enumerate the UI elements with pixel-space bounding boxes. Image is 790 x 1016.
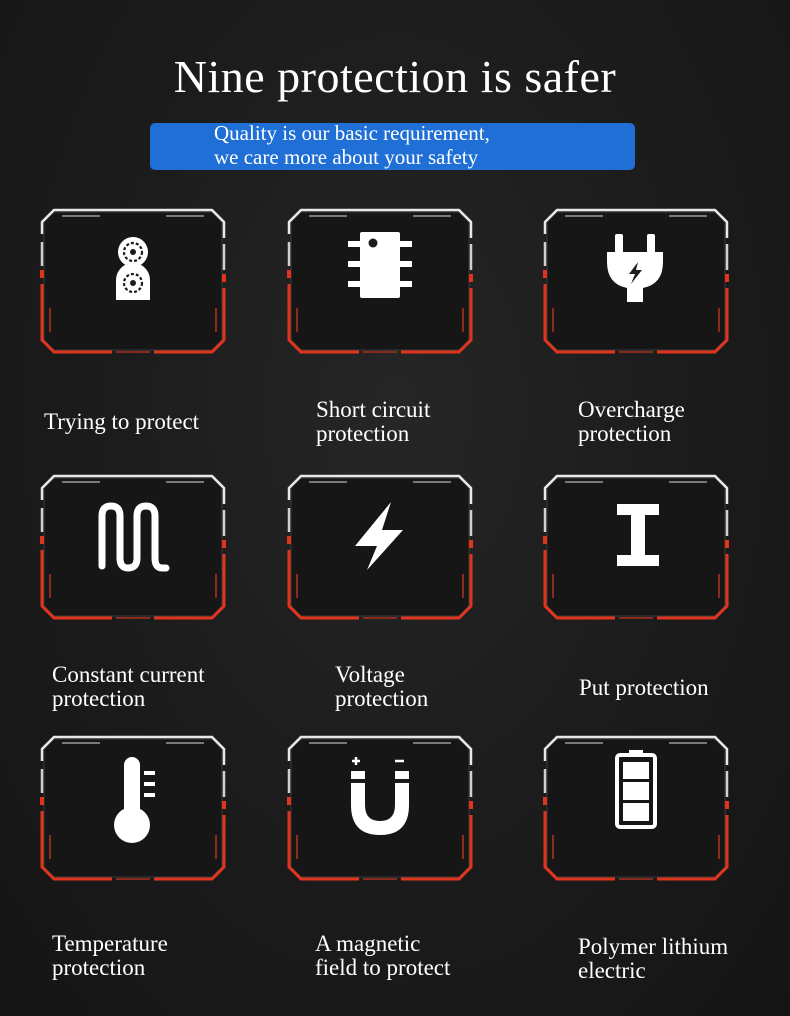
banner-line-2: we care more about your safety [214,145,479,169]
feature-tile-magnet [287,735,473,881]
feature-tile-thermometer [40,735,226,881]
feature-label-2: Short circuit protection [316,397,431,446]
lightning-icon [287,474,473,620]
feature-label-1: Trying to protect [44,409,200,434]
i-beam-icon [543,474,729,620]
feature-tile-ibeam [543,474,729,620]
fuse-icon [40,208,226,354]
feature-label-7: Temperature protection [52,931,168,980]
thermometer-icon [40,735,226,881]
feature-tile-battery [543,735,729,881]
feature-tile-plug [543,208,729,354]
feature-label-8: A magnetic field to protect [315,931,451,980]
chip-icon [287,208,473,354]
feature-label-4: Constant current protection [52,662,205,711]
coil-icon [40,474,226,620]
subtitle-banner [150,123,635,170]
plug-icon [543,208,729,354]
feature-label-6: Put protection [579,675,709,700]
feature-tile-lightning [287,474,473,620]
feature-tile-coil [40,474,226,620]
magnet-icon [287,735,473,881]
page-title: Nine protection is safer [173,51,617,102]
feature-label-3: Overcharge protection [578,397,685,446]
battery-icon [543,735,729,881]
banner-line-1: Quality is our basic requirement, [214,121,490,145]
feature-tile-chip [287,208,473,354]
feature-tile-fuse [40,208,226,354]
feature-label-9: Polymer lithium electric [578,934,729,983]
feature-label-5: Voltage protection [335,662,429,711]
